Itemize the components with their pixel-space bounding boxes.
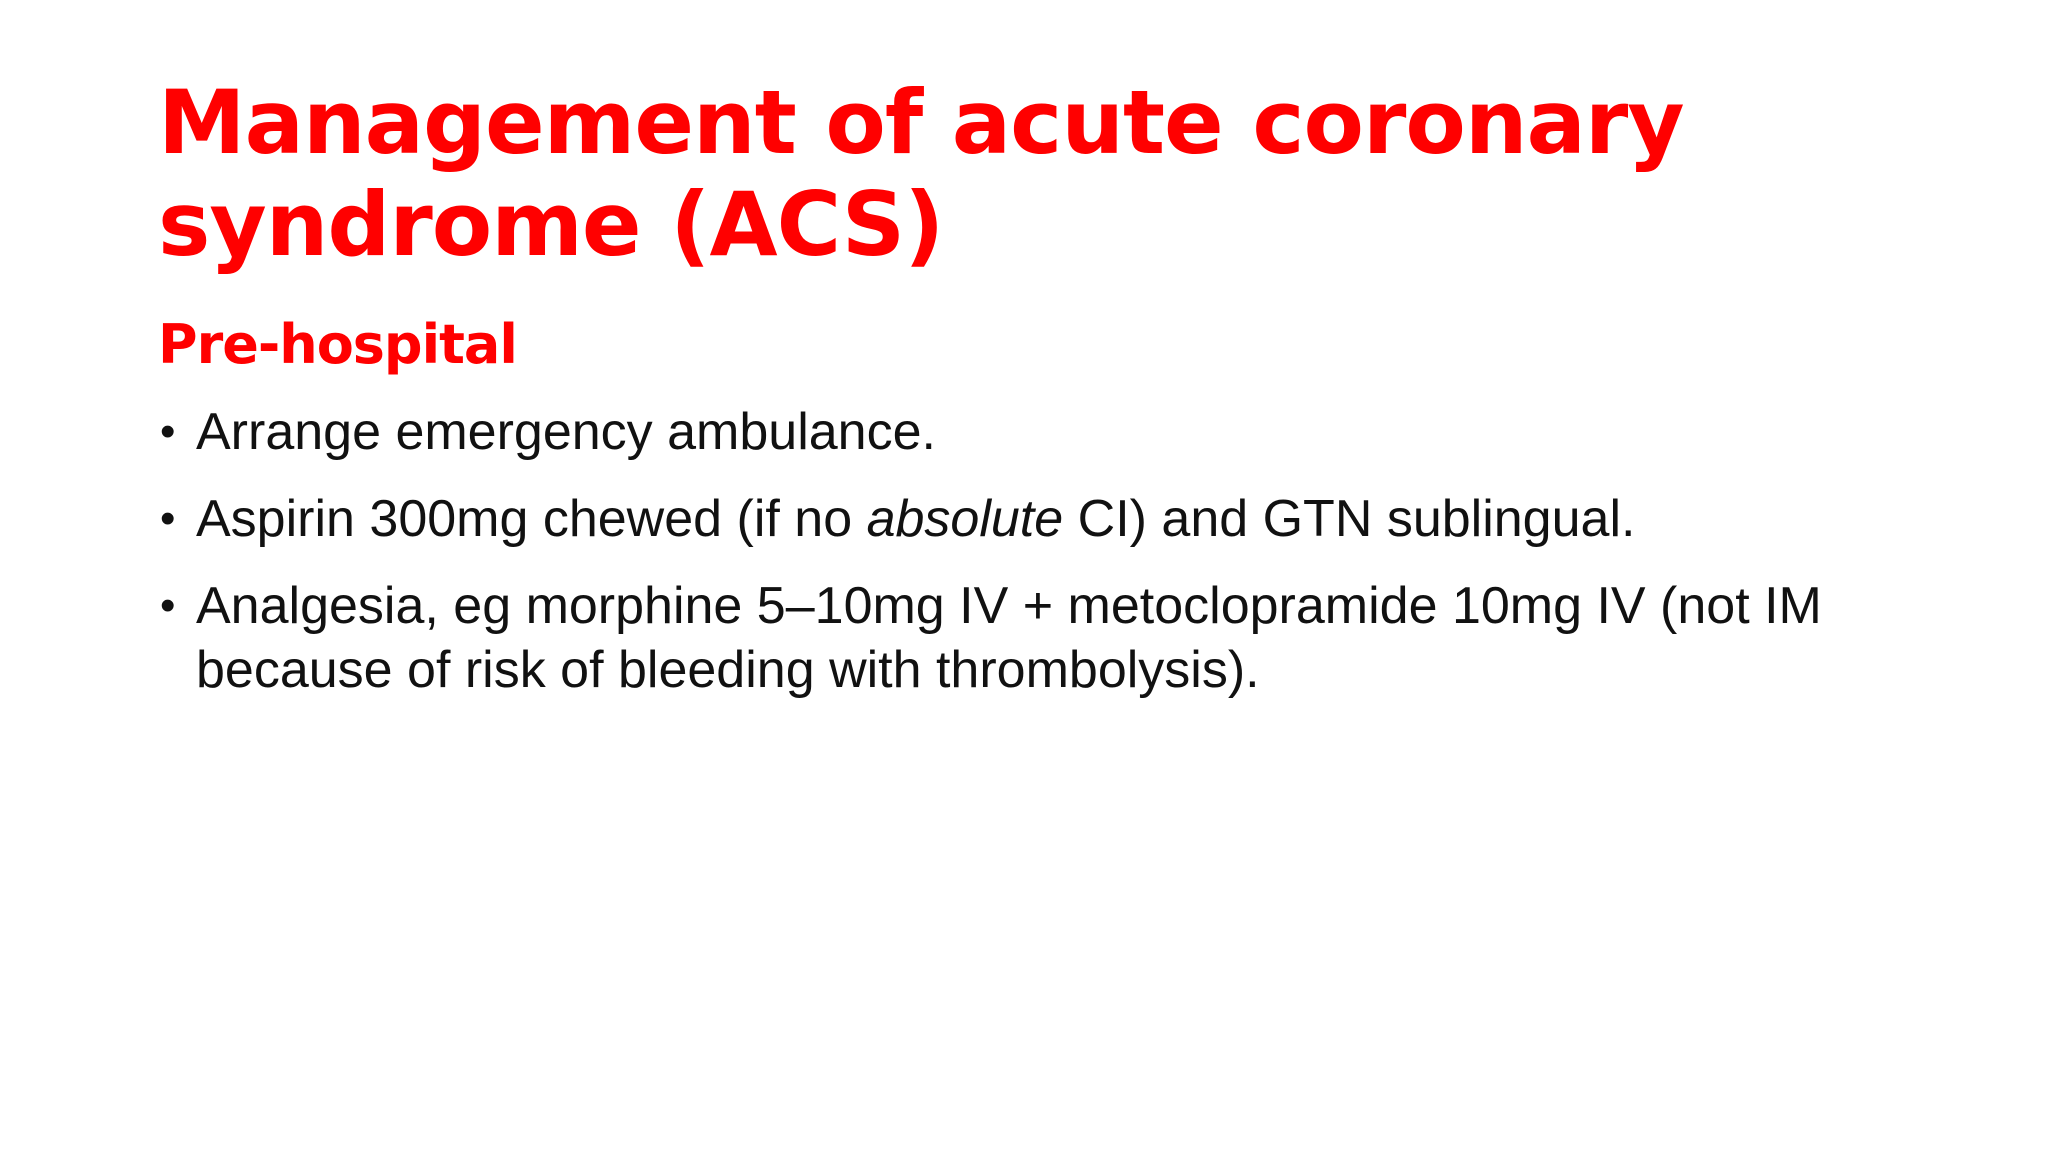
emphasis-text: absolute <box>866 490 1064 548</box>
bullet-list <box>158 400 1878 725</box>
section-heading: Pre-hospital <box>158 313 517 376</box>
bullet-text-part: Aspirin 300mg chewed (if no <box>196 490 867 548</box>
bullet-text <box>196 490 1635 548</box>
bullet-text: Analgesia, eg morphine 5–10mg IV + metoclopramide 10mg IV (not IM because of risk of bleeding with thrombolysis). <box>196 577 1822 699</box>
bullet-text: Arrange emergency ambulance. <box>196 403 936 461</box>
bullet-text-part: CI) and GTN sublingual. <box>1063 490 1636 548</box>
slide-title: Management of acute coronary syndrome (ACS) <box>158 71 1684 276</box>
bullet-item <box>158 487 1878 551</box>
bullet-icon: • <box>160 581 176 630</box>
bullet-icon: • <box>160 494 176 543</box>
bullet-item <box>158 400 1878 464</box>
bullet-icon: • <box>160 407 176 456</box>
bullet-item <box>158 574 1878 702</box>
